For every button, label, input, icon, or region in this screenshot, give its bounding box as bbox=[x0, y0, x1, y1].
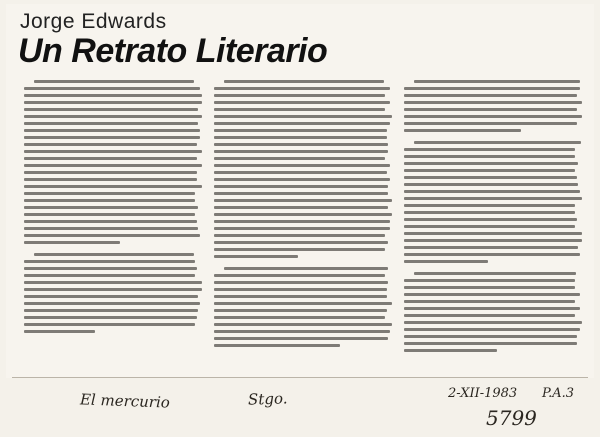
text-line bbox=[404, 169, 575, 172]
text-line bbox=[404, 183, 578, 186]
text-line bbox=[24, 94, 202, 97]
text-line bbox=[404, 176, 577, 179]
text-line bbox=[214, 330, 390, 333]
text-line bbox=[214, 164, 390, 167]
text-line bbox=[404, 349, 497, 352]
text-line bbox=[214, 192, 388, 195]
text-line bbox=[24, 213, 195, 216]
text-line bbox=[404, 218, 577, 221]
text-line bbox=[214, 108, 385, 111]
text-line bbox=[404, 293, 580, 296]
text-line bbox=[404, 108, 577, 111]
text-line bbox=[214, 94, 385, 97]
text-line bbox=[404, 148, 575, 151]
text-line bbox=[404, 87, 580, 90]
article-column-1 bbox=[24, 80, 202, 337]
text-line bbox=[24, 101, 202, 104]
text-line bbox=[404, 122, 577, 125]
text-line bbox=[214, 115, 392, 118]
text-line bbox=[214, 323, 392, 326]
text-line bbox=[24, 185, 202, 188]
text-line bbox=[404, 328, 580, 331]
text-line bbox=[24, 108, 198, 111]
text-line bbox=[404, 155, 575, 158]
text-line bbox=[24, 309, 198, 312]
text-line bbox=[24, 178, 197, 181]
text-line bbox=[24, 143, 197, 146]
text-line bbox=[214, 206, 388, 209]
text-line bbox=[24, 192, 195, 195]
handwritten-source: El mercurio bbox=[79, 390, 171, 412]
text-line bbox=[214, 129, 387, 132]
text-line bbox=[24, 274, 195, 277]
text-line bbox=[24, 157, 197, 160]
text-line bbox=[24, 267, 197, 270]
text-line bbox=[214, 199, 392, 202]
text-line bbox=[24, 295, 198, 298]
article-headline: Un Retrato Literario bbox=[18, 32, 328, 70]
text-line bbox=[404, 246, 578, 249]
text-line bbox=[404, 279, 575, 282]
text-line bbox=[414, 141, 581, 144]
text-line bbox=[214, 281, 388, 284]
text-line bbox=[404, 94, 577, 97]
handwritten-city: Stgo. bbox=[247, 389, 288, 409]
clipping-bottom-edge bbox=[12, 377, 588, 378]
text-line bbox=[24, 260, 195, 263]
article-column-2 bbox=[214, 80, 392, 351]
text-line bbox=[214, 344, 340, 347]
text-line bbox=[24, 316, 197, 319]
text-line bbox=[24, 288, 202, 291]
text-line bbox=[214, 227, 390, 230]
handwritten-number: 5799 bbox=[486, 406, 537, 430]
article-column-3 bbox=[404, 80, 582, 356]
text-line bbox=[404, 225, 575, 228]
text-line bbox=[404, 190, 580, 193]
text-line bbox=[214, 143, 388, 146]
newspaper-clipping bbox=[6, 4, 594, 378]
text-line bbox=[404, 115, 582, 118]
text-line bbox=[24, 220, 197, 223]
text-line bbox=[214, 122, 390, 125]
text-line bbox=[24, 87, 200, 90]
text-line bbox=[404, 211, 575, 214]
text-line bbox=[214, 255, 298, 258]
text-line bbox=[24, 171, 197, 174]
handwritten-date: 2-XII-1983 bbox=[448, 386, 518, 401]
text-line bbox=[24, 164, 202, 167]
text-line bbox=[214, 185, 388, 188]
text-line bbox=[214, 157, 385, 160]
text-line bbox=[404, 204, 575, 207]
text-line bbox=[214, 241, 388, 244]
text-line bbox=[24, 241, 120, 244]
text-line bbox=[24, 227, 198, 230]
text-line bbox=[224, 80, 384, 83]
text-line bbox=[404, 286, 575, 289]
text-line bbox=[404, 321, 582, 324]
text-line bbox=[214, 213, 392, 216]
text-line bbox=[24, 136, 200, 139]
text-line bbox=[24, 302, 200, 305]
text-line bbox=[404, 253, 580, 256]
text-line bbox=[24, 122, 198, 125]
text-line bbox=[24, 199, 195, 202]
text-line bbox=[214, 87, 390, 90]
text-line bbox=[404, 162, 578, 165]
text-line bbox=[214, 337, 388, 340]
text-line bbox=[214, 150, 388, 153]
text-line bbox=[34, 253, 194, 256]
handwritten-page: P.A.3 bbox=[542, 386, 575, 401]
text-line bbox=[404, 314, 575, 317]
text-line bbox=[214, 171, 387, 174]
text-line bbox=[404, 232, 582, 235]
text-line bbox=[214, 295, 387, 298]
text-line bbox=[214, 101, 390, 104]
text-line bbox=[214, 248, 385, 251]
text-line bbox=[404, 300, 575, 303]
text-line bbox=[214, 274, 385, 277]
text-line bbox=[214, 302, 392, 305]
text-line bbox=[24, 206, 198, 209]
text-line bbox=[404, 307, 580, 310]
text-line bbox=[24, 129, 200, 132]
text-line bbox=[214, 288, 387, 291]
text-line bbox=[404, 129, 521, 132]
text-line bbox=[414, 80, 580, 83]
text-line bbox=[34, 80, 194, 83]
text-line bbox=[214, 136, 387, 139]
text-line bbox=[214, 178, 390, 181]
text-line bbox=[224, 267, 388, 270]
text-line bbox=[24, 323, 195, 326]
text-line bbox=[404, 101, 582, 104]
text-line bbox=[24, 115, 202, 118]
text-line bbox=[404, 342, 577, 345]
author-name: Jorge Edwards bbox=[20, 10, 167, 33]
text-line bbox=[214, 309, 387, 312]
text-line bbox=[404, 260, 488, 263]
text-line bbox=[24, 330, 95, 333]
text-line bbox=[24, 281, 202, 284]
text-line bbox=[214, 220, 390, 223]
text-line bbox=[24, 234, 200, 237]
text-line bbox=[414, 272, 576, 275]
text-line bbox=[404, 197, 582, 200]
text-line bbox=[404, 239, 582, 242]
text-line bbox=[214, 234, 385, 237]
text-line bbox=[404, 335, 577, 338]
text-line bbox=[24, 150, 202, 153]
text-line bbox=[214, 316, 385, 319]
